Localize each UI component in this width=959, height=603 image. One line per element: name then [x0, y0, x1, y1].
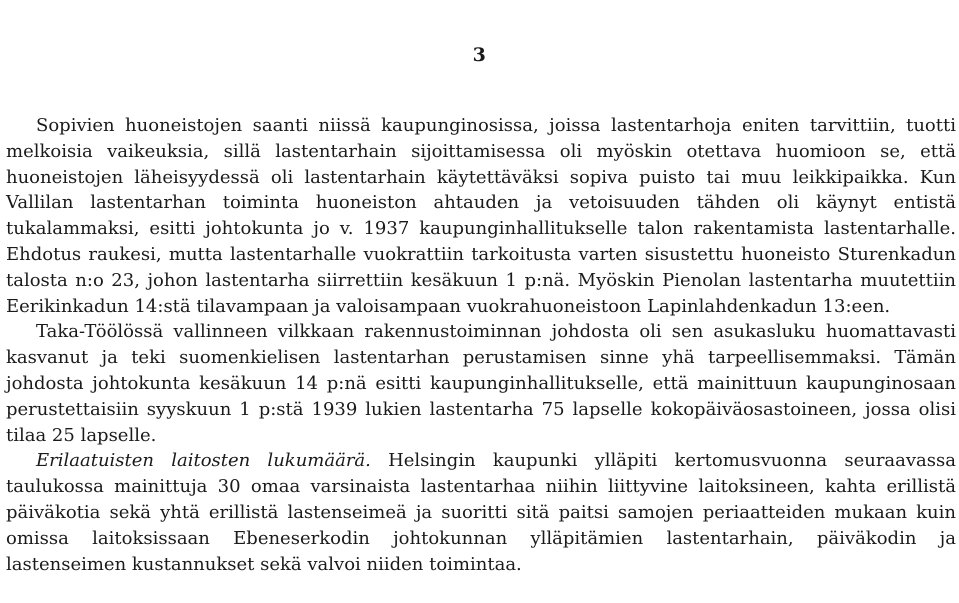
section-heading-institution-count: Erilaatuisten laitosten lukumäärä.: [36, 450, 371, 472]
paragraph-premises: Sopivien huoneistojen saanti niissä kaupunginosissa, joissa lastentarhoja eniten tarvittiin, tuotti melkoisia vaikeuksia, sillä lastentarhain sijoittamisessa oli myöskin otettava huomioon se, että huoneistojen läheisyydessä oli lastentarhain käytettäväksi sopiva puisto tai muu leikkipaikka. Kun Vallilan lastentarhan toiminta huoneiston ahtauden ja vetoisuuden tähden oli käynyt entistä tukalammaksi, esitti johtokunta jo v. 1937 kaupunginhallitukselle talon rakentamista lastentarhalle. Ehdotus raukesi, mutta lastentarhalle vuokrattiin tarkoitusta varten sisustettu huoneisto Sturenkadun talosta n:o 23, johon lastentarha siirrettiin kesäkuun 1 p:nä. Myöskin Pienolan lastentarha muutettiin Eerikinkadun 14:stä tilavampaan ja valoisampaan vuokrahuoneistoon Lapinlahdenkadun 13:een.: [6, 115, 956, 317]
body-text: [6, 113, 956, 577]
page-number: 3: [472, 44, 487, 66]
paragraph-institutions-text: Helsingin kaupunki ylläpiti kertomusvuonna seuraavassa taulukossa mainittuja 30 omaa varsinaista lastentarhaa niihin liittyvine laitoksineen, kahta erillistä päiväkotia sekä yhtä erillistä lastenseimeä ja suoritti sitä paitsi samojen periaatteiden mukaan kuin omissa laitoksissaan Ebeneserkodin johtokunnan ylläpitämien lastentarhain, päiväkodin ja lastenseimen kustannukset sekä valvoi niiden toimintaa.: [6, 450, 956, 575]
paragraph-taka-toolo: Taka-Töölössä vallinneen vilkkaan rakennustoiminnan johdosta oli sen asukasluku huomattavasti kasvanut ja teki suomenkielisen lastentarhan perustamisen sinne yhä tarpeellisemmaksi. Tämän johdosta johtokunta kesäkuun 14 p:nä esitti kaupunginhallitukselle, että mainittuun kaupunginosaan perustettaisiin syyskuun 1 p:stä 1939 lukien lastentarha 75 lapselle kokopäiväosastoineen, jossa olisi tilaa 25 lapselle.: [6, 321, 956, 446]
paragraph-institutions: [6, 448, 956, 577]
